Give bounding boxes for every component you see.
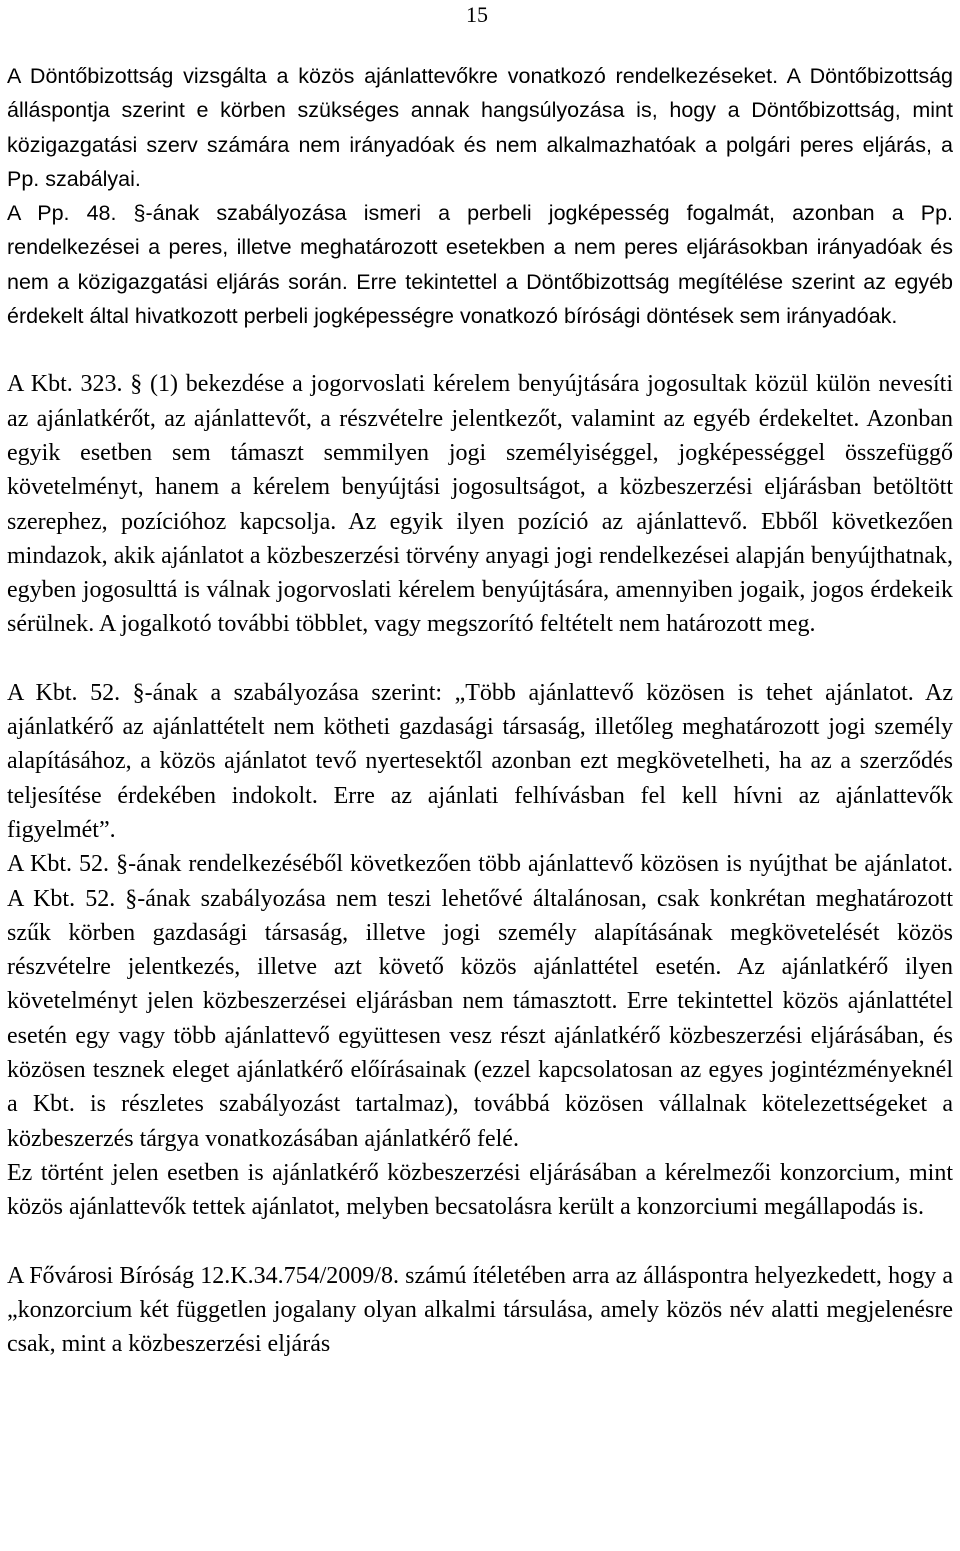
paragraph-3: A Kbt. 323. § (1) bekezdése a jogorvoslati kérelem benyújtására jogosultak közül külön nevesíti az ajánlatkérőt, az ajánlattevőt, a részvételre jelentkezőt, valamint az egyéb érdekeltet. Azonban egyik esetben sem támaszt semmilyen jogi személyiséggel, jogképességgel összefüggő követelményt, hanem a kérelem benyújtási jogosultságot, a közbeszerzési eljárásban betöltött szerephez, pozícióhoz kapcsolja. Az egyik ilyen pozíció az ajánlattevő. Ebből következően mindazok, akik ajánlatot a közbeszerzési törvény anyagi jogi rendelkezései alapján benyújthatnak, egyben jogosulttá is válnak jogorvoslati kérelem benyújtására, amennyiben jogaik, jogos érdekeik sérülnek. A jogalkotó további többlet, vagy megszorító feltételt nem határozott meg.	[7, 371, 953, 638]
paragraph-7: A Fővárosi Bíróság 12.K.34.754/2009/8. számú ítéletében arra az álláspontra helyezkedett, hogy a „konzorcium két független jogalany olyan alkalmi társulása, amely közös név alatti megjelenésre csak, mint a közbeszerzési eljárás	[7, 1262, 953, 1358]
paragraph-5: A Kbt. 52. §-ának rendelkezéséből következően több ajánlattevő közösen is nyújthat be ajánlatot. A Kbt. 52. §-ának szabályozása nem teszi lehetővé általánosan, csak konkrétan meghatározott szűk körben gazdasági társaság, illetve jogi személy alapításának megkövetelését közös részvételre jelentkezés, illetve azt követő közös ajánlattétel esetén. Az ajánlatkérő ilyen követelményt jelen közbeszerzései eljárásban nem támasztott. Erre tekintettel közös ajánlattétel esetén egy vagy több ajánlattevő együttesen vesz részt ajánlatkérő közbeszerzési eljárásában, és közösen tesznek eleget ajánlatkérő előírásainak (ezzel kapcsolatosan az egyes jogintézményeknél a Kbt. is részletes szabályozást tartalmaz), továbbá közösen vállalnak kötelezettségeket a közbeszerzés tárgya vonatkozásában ajánlatkérő felé.	[7, 851, 953, 1152]
paragraph-4: A Kbt. 52. §-ának a szabályozása szerint: „Több ajánlattevő közösen is tehet ajánlatot. Az ajánlatkérő az ajánlattételt nem kötheti gazdasági társaság, illetőleg meghatározott jogi személy alapításához, a közös ajánlatot tevő nyertesektől azonban ezt megkövetelheti, ha az a szerződés teljesítése érdekében indokolt. Erre az ajánlati felhívásban fel kell hívni az ajánlattevők figyelmét”.	[7, 679, 953, 843]
paragraph-1: A Döntőbizottság vizsgálta a közös ajánlattevőkre vonatkozó rendelkezéseket. A Döntőbizottság álláspontja szerint e körben szükséges annak hangsúlyozása is, hogy a Döntőbizottság, mint közigazgatási szerv számára nem irányadóak és nem alkalmazhatóak a polgári peres eljárás, a Pp. szabályai.	[7, 64, 953, 191]
page-number: 15	[466, 2, 488, 27]
paragraph-2: A Pp. 48. §-ának szabályozása ismeri a perbeli jogképesség fogalmát, azonban a Pp. rendelkezései a peres, illetve meghatározott esetekben a nem peres eljárásokban irányadóak és nem a közigazgatási eljárás során. Erre tekintettel a Döntőbizottság megítélése szerint az egyéb érdekelt által hivatkozott perbeli jogképességre vonatkozó bírósági döntések sem irányadóak.	[7, 201, 953, 329]
paragraph-6: Ez történt jelen esetben is ajánlatkérő közbeszerzési eljárásában a kérelmezői konzorcium, mint közös ajánlattevők tettek ajánlatot, melyben becsatolásra került a konzorciumi megállapodás is.	[7, 1159, 953, 1221]
document-body	[7, 59, 953, 1361]
